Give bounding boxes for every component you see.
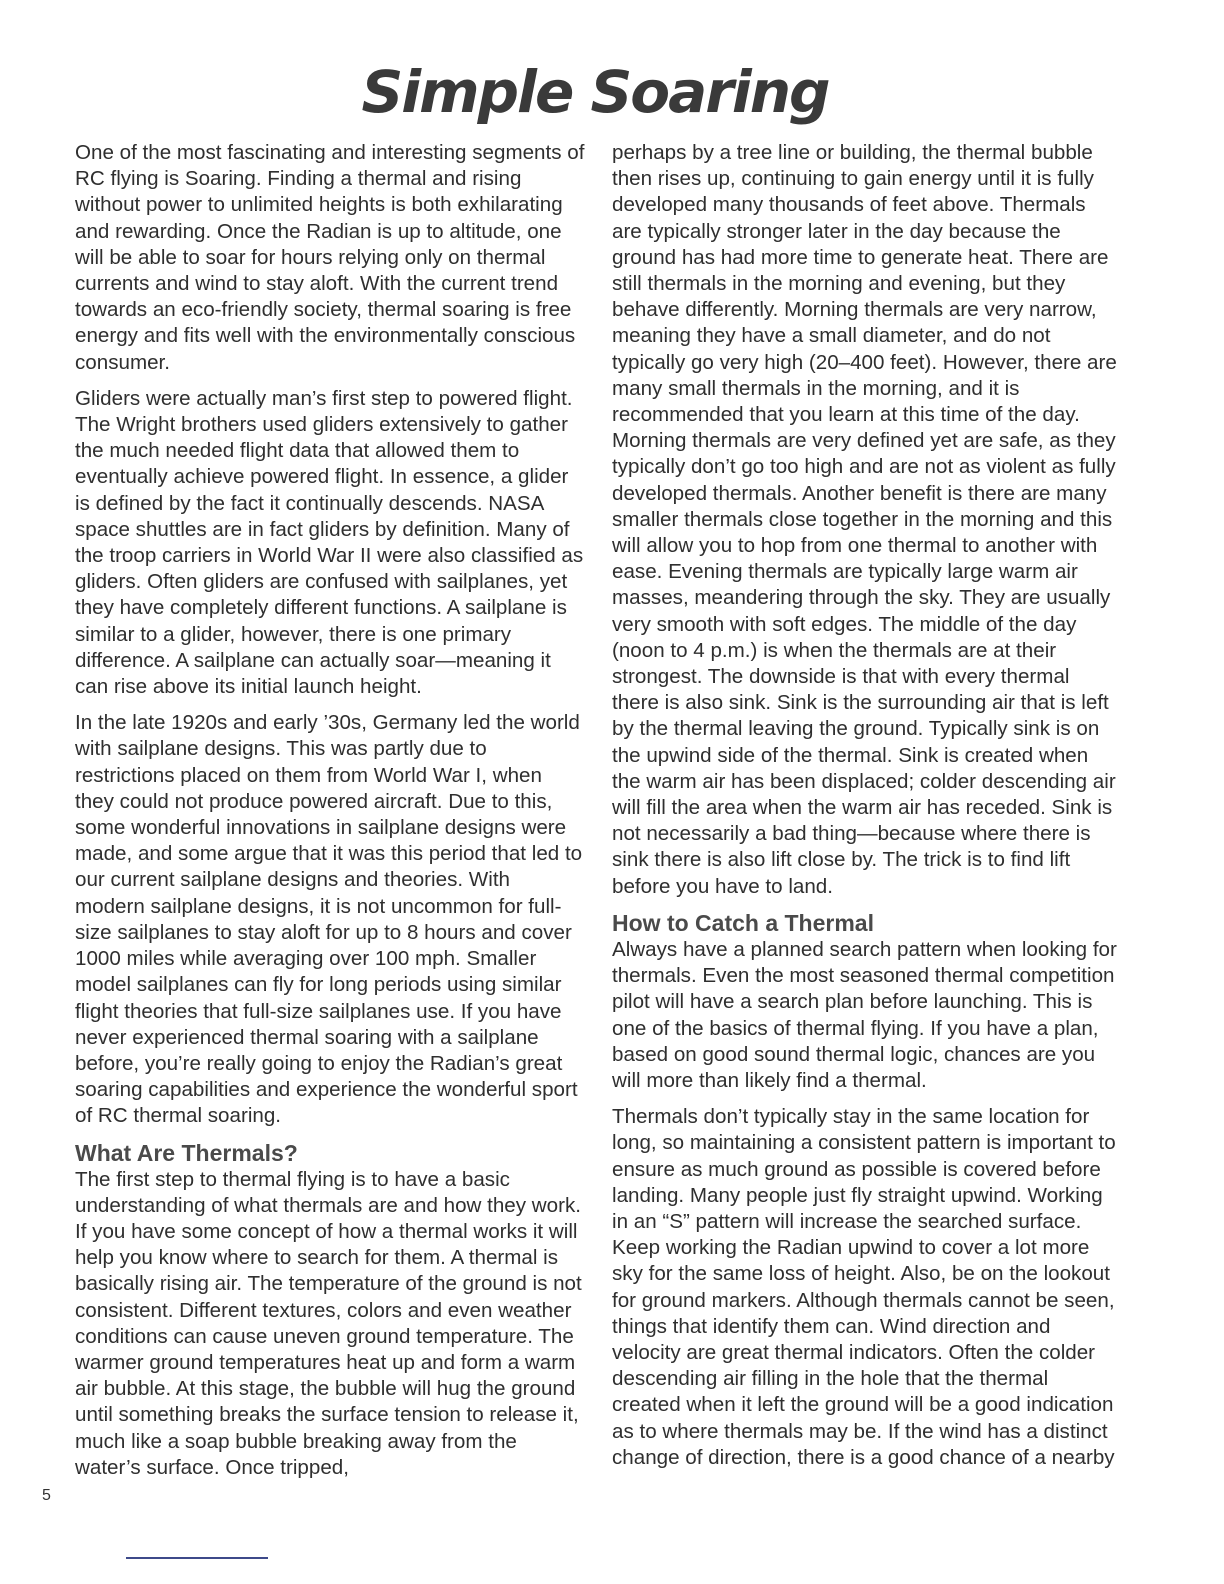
intro-paragraph: One of the most fascinating and interesting segments of RC flying is Soaring. Finding a thermal and rising without power to unlimited heights is both exhilarating and rewarding. Once the Radian is up to altitude, one will be able to soar for hours relying only on thermal currents and wind to stay aloft. With the current trend towards an eco-friendly society, thermal soaring is free energy and fits well with the environmentally conscious consumer. xyxy=(75,141,585,374)
left-column xyxy=(75,140,585,1491)
footer-divider xyxy=(126,1557,268,1559)
thermal-location-paragraph: Thermals don’t typically stay in the same location for long, so maintaining a consistent pattern is important to ensure as much ground as possible is covered before landing. Many people just fly straight upwind. Working in an “S” pattern will increase the searched surface. Keep working the Radian upwind to cover a lot more sky for the same loss of height. Also, be on the lookout for ground markers. Although thermals cannot be seen, things that identify them can. Wind direction and velocity are great thermal indicators. Often the colder descending air filling in the hole that the thermal created when it left the ground will be a good indication as to where thermals may be. If the wind has a distinct change of direction, there is a good chance of a nearby xyxy=(612,1105,1116,1469)
page-number: 5 xyxy=(42,1487,51,1504)
thermals-paragraph: The first step to thermal flying is to have a basic understanding of what thermals are and how they work. If you have some concept of how a thermal works it will help you know where to search for them. A thermal is basically rising air. The temperature of the ground is not consistent. Different textures, colors and even weather conditions can cause uneven ground temperature. The warmer ground temperatures heat up and form a warm air bubble. At this stage, the bubble will hug the ground until something breaks the surface tension to release it, much like a soap bubble breaking away from the water’s surface. Once tripped, xyxy=(75,1167,582,1479)
section-heading-catch-thermal: How to Catch a Thermal xyxy=(612,909,874,936)
section-heading-thermals: What Are Thermals? xyxy=(75,1139,298,1166)
right-column xyxy=(612,140,1120,1481)
gliders-paragraph: Gliders were actually man’s first step to powered flight. The Wright brothers used gliders extensively to gather the much needed flight data that allowed them to eventually achieve powered flight. In essence, a glider is defined by the fact it continually descends. NASA space shuttles are in fact gliders by definition. Many of the troop carriers in World War II were also classified as gliders. Often gliders are confused with sailplanes, yet they have completely different functions. A sailplane is similar to a glider, however, there is one primary difference. A sailplane can actually soar—meaning it can rise above its initial launch height. xyxy=(75,386,584,699)
search-pattern-paragraph: Always have a planned search pattern when looking for thermals. Even the most seasoned thermal competition pilot will have a search plan before launching. This is one of the basics of thermal flying. If you have a plan, based on good sound thermal logic, chances are you will more than likely find a thermal. xyxy=(612,937,1117,1092)
history-paragraph: In the late 1920s and early ’30s, Germany led the world with sailplane designs. This was partly due to restrictions placed on them from World War I, when they could not produce powered aircraft. Due to this, some wonderful innovations in sailplane designs were made, and some argue that it was this period that led to our current sailplane designs and theories. With modern sailplane designs, it is not uncommon for full-size sailplanes to stay aloft for up to 8 hours and cover 1000 miles while averaging over 100 mph. Smaller model sailplanes can fly for long periods using similar flight theories that full-size sailplanes use. If you have never experienced thermal soaring with a sailplane before, you’re really going to enjoy the Radian’s great soaring capabilities and experience the wonderful sport of RC thermal soaring. xyxy=(75,711,583,1128)
thermal-continuation-paragraph: perhaps by a tree line or building, the thermal bubble then rises up, continuing to gain energy until it is fully developed many thousands of feet above. Thermals are typically stronger later in the day because the ground has had more time to generate heat. There are still thermals in the morning and evening, but they behave differently. Morning thermals are very narrow, meaning they have a small diameter, and do not typically go very high (20–400 feet). However, there are many small thermals in the morning, and it is recommended that you learn at this time of the day. Morning thermals are very defined yet are safe, as they typically don’t go too high and are not as violent as fully developed thermals. Another benefit is there are many smaller thermals close together in the morning and this will allow you to hop from one thermal to another with ease. Evening thermals are typically large warm air masses, meandering through the sky. They are usually very smooth with soft edges. The middle of the day (noon to 4 p.m.) is when the thermals are at their strongest. The downside is that with every thermal there is also sink. Sink is the surrounding air that is left by the thermal leaving the ground. Typically sink is on the upwind side of the thermal. Sink is created when the warm air has been displaced; colder descending air will fill the area when the warm air has receded. Sink is not necessarily a bad thing—because where there is sink there is also lift close by. The trick is to find lift before you have to land. xyxy=(612,141,1117,898)
page-title: Simple Soaring xyxy=(361,58,829,126)
